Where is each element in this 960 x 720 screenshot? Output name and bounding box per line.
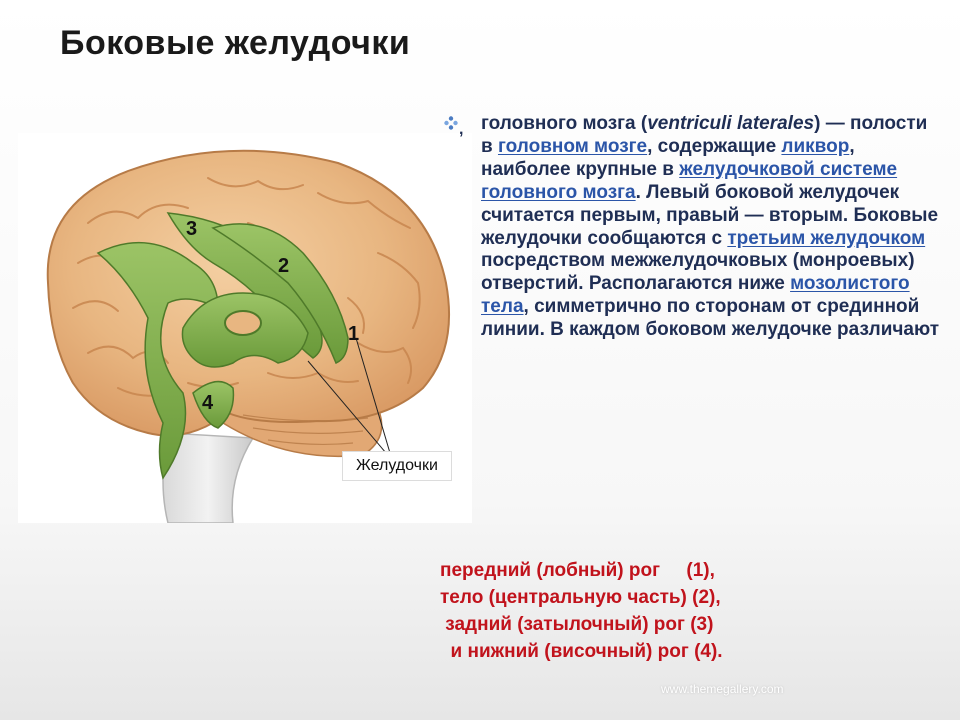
horn-list	[440, 557, 900, 665]
text-segment: , содержащие	[647, 135, 782, 157]
link-brain[interactable]: головном мозге	[497, 135, 648, 157]
link-ventricular-system[interactable]: желудочковой системе головного мозга	[481, 158, 898, 203]
bullet	[444, 113, 474, 137]
figure-label-1: 1	[348, 323, 360, 345]
text-segment: ) — полости в	[481, 113, 928, 157]
figure-label-2: 2	[278, 255, 290, 277]
latin-term: ventriculi laterales	[647, 113, 815, 134]
horn-item: тело (центральную часть) (2),	[440, 587, 721, 608]
figure-caption: Желудочки	[342, 451, 452, 481]
horn-item: и нижний (височный) рог (4).	[440, 641, 723, 662]
horn-item: передний (лобный) рог (1),	[440, 560, 715, 581]
link-third-ventricle[interactable]: третьим желудочком	[727, 227, 926, 249]
link-liquor[interactable]: ликвор	[781, 135, 850, 157]
text-segment: головного мозга (	[481, 113, 648, 134]
link-corpus-callosum[interactable]: мозолистого тела	[481, 273, 910, 318]
ventricle-foramen	[225, 311, 261, 335]
description-block	[444, 113, 944, 342]
bullet-comma: ,	[459, 121, 464, 138]
text-segment: , симметрично по сторонам от срединной линии. В каждом боковом желудочке различают	[481, 296, 940, 341]
description-paragraph	[481, 113, 941, 342]
brain-illustration	[18, 133, 472, 523]
text-segment: , наиболее крупные в	[481, 135, 855, 180]
figure-label-4: 4	[202, 392, 214, 414]
text-segment: . Левый боковой желудочек считается первым, правый — вторым. Боковые желудочки сообщаются с	[481, 181, 939, 249]
text-segment: посредством межжелудочковых (монроевых) отверстий. Располагаются ниже	[481, 250, 915, 295]
horn-item: задний (затылочный) рог (3)	[440, 614, 714, 635]
figure-label-3: 3	[186, 218, 198, 240]
footer-site: www.themegallery.com	[661, 682, 784, 696]
slide-title: Боковые желудочки	[60, 24, 411, 62]
